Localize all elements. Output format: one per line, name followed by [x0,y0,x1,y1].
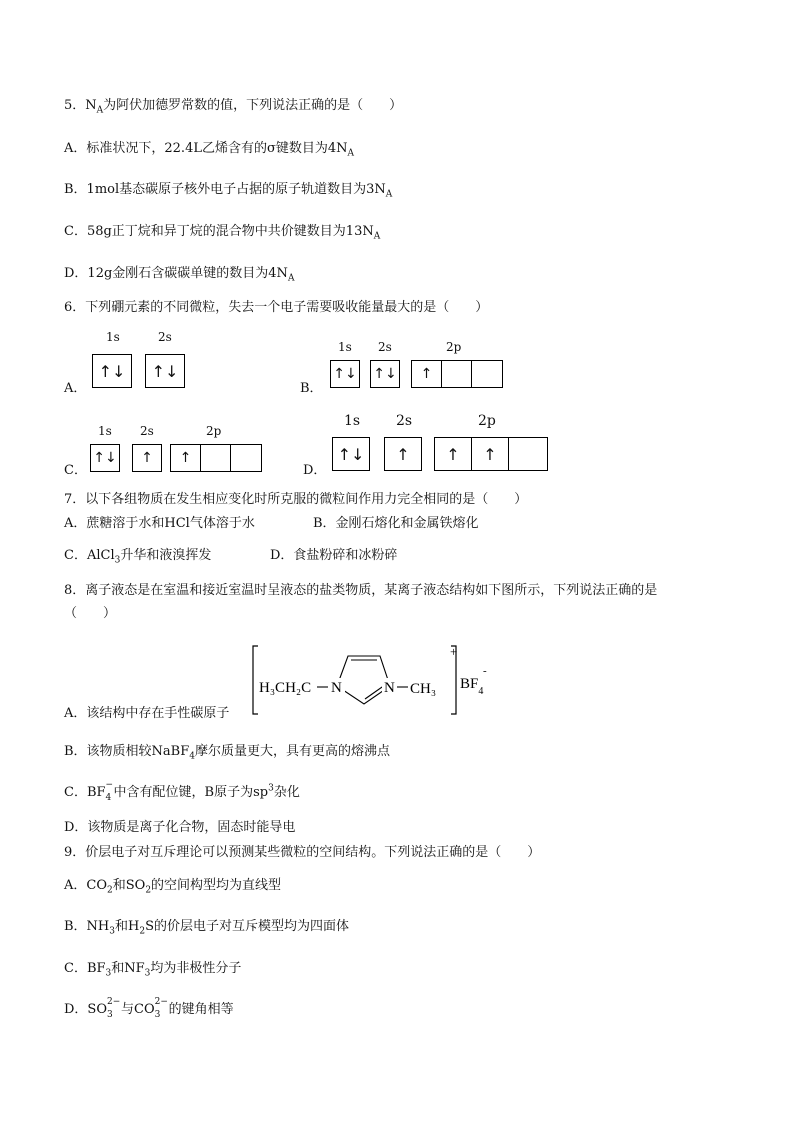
orbital-box [92,354,132,388]
q5-option-b: B．1mol基态碳原子核外电子占据的原子轨道数目为$3N_A$ [64,182,393,200]
orbital-box [441,360,472,388]
q7-stem: 7．以下各组物质在发生相应变化时所克服的微粒间作用力完全相同的是（ ） [64,492,528,507]
orbital-box: ↑ [471,437,509,471]
q8-stem-paren: （ ） [64,606,117,621]
orbital-label: 2s [158,330,172,344]
orbital-box [200,444,231,472]
orbital-box: ↑↓ [370,360,400,388]
orbital-box: ↑↓ [90,444,120,472]
orbital-label: 1s [106,330,120,344]
nitrogen-1: N [331,680,342,696]
ethyl-group: H₃CH₂C [259,680,312,696]
q7-option-d: D．食盐粉碎和冰粉碎 [270,548,398,563]
arrow-pair: ↑↓ [151,361,179,381]
q9-option-d: D．SO 2− 3 与CO 2− 3 的键角相等 [64,997,234,1020]
orbital-box [230,444,262,472]
q8-option-a: A．该结构中存在手性碳原子 [64,706,230,721]
orbital-box: ↑ [132,444,162,472]
q6-orbital-diagram-d [328,412,552,474]
q8-option-d: D．该物质是离子化合物，固态时能导电 [64,820,296,835]
orbital-box [471,360,503,388]
q7-option-c: C．AlCl$_3$升华和液溴挥发 [64,548,212,566]
orbital-box [508,437,548,471]
orbital-box: ↑↓ [330,360,360,388]
q6-label-a: A． [64,381,87,396]
orbital-label: 2p [446,340,462,354]
q6-label-b: B． [300,381,323,396]
q9-option-b: B．$NH_3$和$H_2S$的价层电子对互斥模型均为四面体 [64,919,349,937]
ionic-liquid-structure [250,640,500,720]
orbital-box: ↑ [411,360,442,388]
anion: $BF_4$ [460,676,484,697]
orbital-label: 2p [206,424,222,438]
q6-stem: 6．下列硼元素的不同微粒，失去一个电子需要吸收能量最大的是（ ） [64,300,489,315]
q5-option-c: C．58g正丁烷和异丁烷的混合物中共价键数目为$13N_A$ [64,224,381,242]
orbital-box: ↑ [434,437,472,471]
q5-option-a: A．标准状况下，22.4L乙烯含有的σ键数目为$4N_A$ [64,141,354,159]
orbital-box: ↑ [170,444,201,472]
q8-option-c: C．BF − 4 中含有配位键，B原子为$sp^3$杂化 [64,780,300,803]
nitrogen-2: N [384,680,395,696]
q6-label-c: C． [64,463,87,478]
q9-option-a: A．$CO_2$和$SO_2$的空间构型均为直线型 [64,878,282,896]
q6-orbital-diagram-b [328,340,508,390]
q7-option-a: A．蔗糖溶于水和HCl气体溶于水 [64,516,255,531]
orbital-box: ↑↓ [332,437,370,471]
q9-option-c: C．$BF_3$和$NF_3$均为非极性分子 [64,961,242,979]
methyl-group: CH₃ [410,681,437,697]
q6-orbital-diagram-c [88,424,268,474]
orbital-label: 1s [98,424,112,438]
q6-label-d: D． [303,463,327,478]
orbital-label: 2s [378,340,392,354]
q6-orbital-diagram-a [90,330,190,392]
orbital-box: ↑ [384,437,422,471]
orbital-label: 1s [338,340,352,354]
orbital-label: 1s [344,413,361,429]
q8-option-b: B．该物质相较NaBF$_4$摩尔质量更大，具有更高的熔沸点 [64,744,391,762]
q5-option-d: D．12g金刚石含碳碳单键的数目为$4N_A$ [64,266,295,284]
q9-stem: 9．价层电子对互斥理论可以预测某些微粒的空间结构。下列说法正确的是（ ） [64,845,541,860]
q7-option-b: B．金刚石熔化和金属铁熔化 [313,516,479,531]
cation-charge: + [450,644,458,659]
orbital-label: 2s [140,424,154,438]
q8-stem: 8．离子液态是在室温和接近室温时呈液态的盐类物质，某离子液态结构如下图所示，下列说法正确的是 [64,583,658,598]
q5-stem: 5．$N_A$为阿伏加德罗常数的值，下列说法正确的是（ ） [64,98,403,116]
anion-charge: - [483,665,487,677]
arrow-pair: ↑↓ [98,361,126,381]
orbital-label: 2p [478,413,496,429]
orbital-label: 2s [396,413,413,429]
orbital-box [145,354,185,388]
